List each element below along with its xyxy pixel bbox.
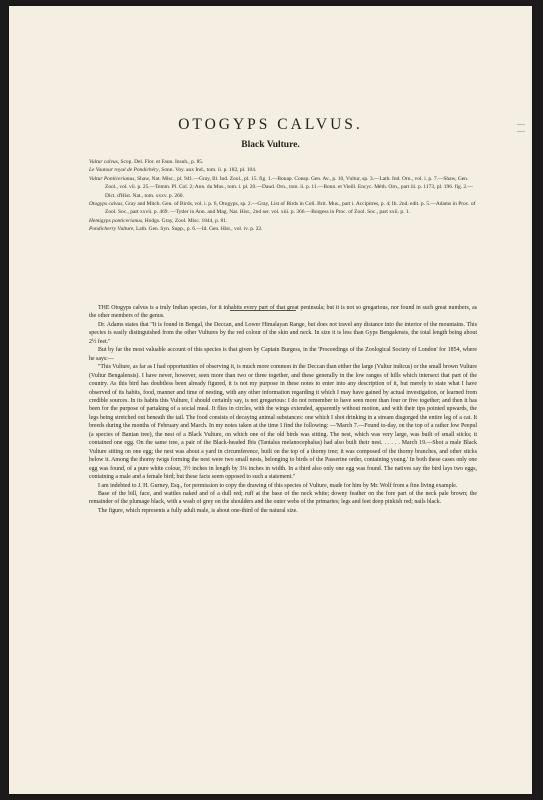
synonym-entry: Hemigyps ponticerianus, Hodgs. Gray, Zool. Misc. 1844, p. 81.	[89, 217, 228, 224]
body-text	[89, 304, 477, 515]
paragraph: But by far the most valuable account of this species is that given by Captain Burgess, in the 'Proceedings of the Zoological Society of London' for 1854, where he says:—	[89, 347, 477, 362]
paragraph: I am indebted to J. H. Gurney, Esq., for permission to copy the drawing of this species of Vulture, made for him by Mr. Wolf from a fine living example.	[98, 482, 458, 489]
synonymy-list	[89, 158, 477, 234]
paragraph: The figure, which represents a fully adult male, is about one-third of the natural size.	[98, 507, 298, 514]
synonym-entry: Pondicherry Vulture, Lath. Gen. Syn. Supp., p. 6.—Id. Gen. Hist., vol. iv. p. 22.	[89, 226, 263, 233]
book-page	[9, 6, 532, 794]
synonym-entry: Vultur calvus, Scop. Del. Flor. et Faun. Insub., p. 85.	[89, 159, 204, 165]
synonym-entry: Le Vautour royal de Pondichéry, Sonn. Voy. aux Ind., tom. ii. p. 182, pl. 104.	[89, 167, 257, 174]
paragraph: Base of the bill, face, and wattles naked and of a dull red; ruff at the base of the neck white; downy feather on the fore part of the neck pale brown; the remainder of the plumage black, with a wash of grey on the shoulders and the outer webs of the primaries; legs and feet deep pinkish red; nails black.	[89, 490, 477, 506]
paragraph: THE Otogyps calvus is a truly Indian species, for it inhabits every part of that great peninsula; but it is not so gregarious, nor found in such great numbers, as the other members of the genus.	[89, 305, 477, 320]
common-name: Black Vulture.	[241, 140, 300, 150]
synonym-entry: Otogyps calvus, Gray and Mitch. Gen. of Birds, vol. i. p. 6, Otogyps, sp. 2.—Gray, List of Birds in Coll. Brit. Mus., part i. Accipitres, p. 4; Ib. 2nd. edit. p. 5.—Adams in Proc. of Zool. Soc., part xxvii. p. 469. —Tytler in Ann. and Mag. Nat. Hist., 2nd ser. vol. xiii. p. 366.—Burgess in Proc. of Zool. Soc., part xxii. p. 1.	[89, 201, 476, 216]
synonym-entry: Vultur Ponticerianus, Shaw, Nat. Misc., pl. 941.—Gray, Ill. Ind. Zool., pl. 15. fig. 1.—Bonap. Consp. Gen. Av., p. 10, Vultur, sp. 3.—Lath. Ind. Orn., vol. i. p. 7.—Shaw, Gen. Zool., vol. vii. p. 25.—Temm. Pl. Col. 2; Ann. du Mus., tom. i. pl. 20.—Daud. Orn., tom. ii. p. 11.—Bonn. et Vieill. Encyc. Méth. Orn., part iii. p. 1173, pl. 196. fig. 2.—Dict. d'Hist. Nat., tom. xxxv. p. 260.	[89, 175, 473, 199]
species-title: OTOGYPS CALVUS.	[178, 116, 363, 133]
paragraph: "This Vulture, as far as I had opportunities of observing it, is much more common in the Deccan than either the large (Vultur indicus) or the small brown Vulture (Vultur Bengalensis). I have never, however, seen more than two or three together, and these generally in the low ranges of hills which intersect that part of the country. As this bird has doubtless been already figured, it is not my purpose in these notes to enter into any description of it, but merely to state what I have observed of its habits, food, manner and time of nesting, with any other information regarding it which I may have gained by actual investigation, or learned from credible sources. In its habits this Vulture, I should certainly say, is not gregarious: I do not remember to have seen more than four or five together; and then it has been for the purpose of partaking of a social meal. It flies in circles, with the wings extended, apparently without motion, and with their tips pointed upwards, the legs being stretched out beneath the tail. The food consists of decaying animal substances: one which I shot drinking in a stream disgorged the entire leg of a cat. It breeds during the months of February and March. In my notes taken at the time I find the following: —'March 7.—Found to-day, on the top of a rather low Peepul (a species of Banian tree), the nest of a Black Vulture, on which one of the old birds was sitting. The nest, which was very large, was built of small sticks; it contained one egg. On the same tree, a pair of the Black-headed Ibis (Tantalus melanocephalus) had also built their nest. . . . . . March 19.—Shot a male Black Vulture sitting on one egg; the nest was about a yard in circumference, built on the top of a thorny tree; it was composed of the thorny branches, and other sticks below it. Among the thorny twigs forming the nest were two small nests, belonging to birds of the Passerine order, containing young.' In both these cases only one egg was found, of a pure white colour, 3½ inches in length by 3⅛ inches in width. In a third also only one egg was found. The natives say the bird lays two eggs, containing a male and a female bird; but these facts seem opposed to such a statement."	[89, 364, 477, 481]
paragraph: Dr. Adams states that "It is found in Bengal, the Deccan, and Lower Himalayan Range, but does not travel any distance into the interior of the mountains. This species is easily distinguished from the other Vultures by the red colour of the skin and neck. In size it is less than Gyps Bengalensis, the total length being about 2½ feet."	[89, 321, 477, 345]
